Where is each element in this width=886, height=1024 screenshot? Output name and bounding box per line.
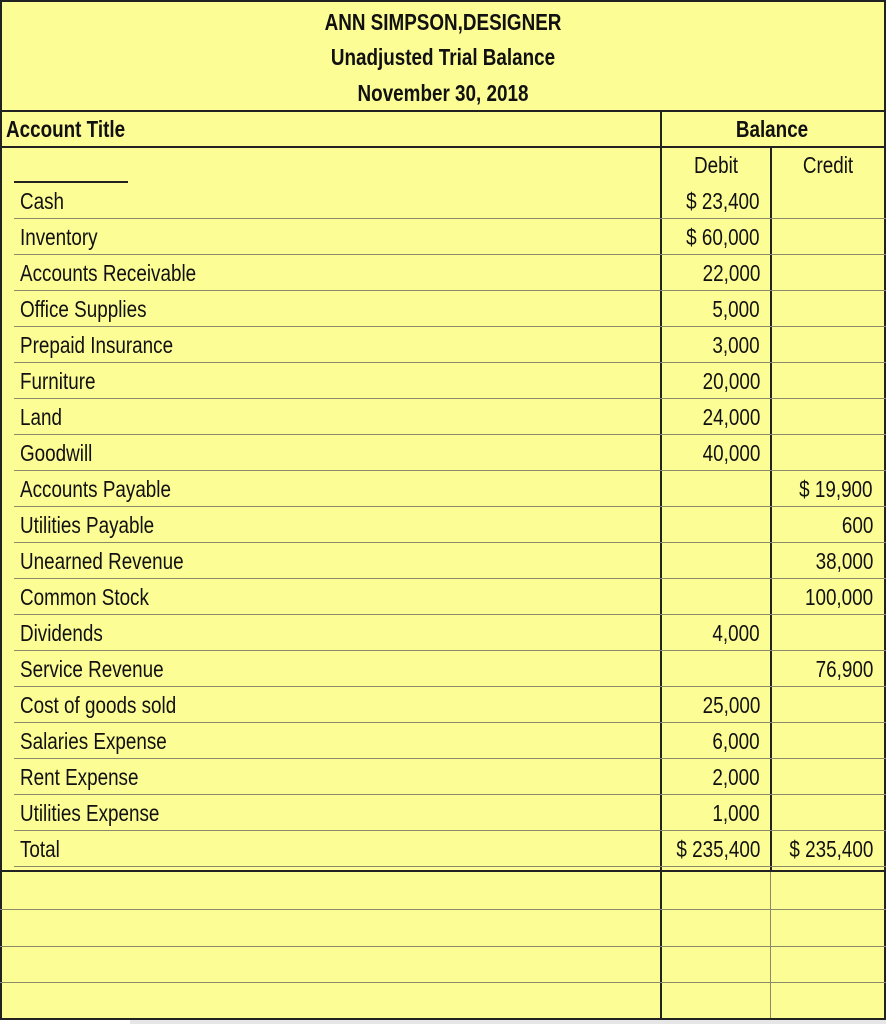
account-name: Utilities Expense: [20, 800, 160, 826]
empty-row-divider: [0, 946, 886, 947]
debit-amount: $ 235,400: [676, 836, 760, 862]
account-name: Land: [20, 404, 62, 430]
account-name: Furniture: [20, 368, 96, 394]
account-name: Salaries Expense: [20, 728, 167, 754]
company-name: ANN SIMPSON,DESIGNER: [324, 9, 562, 35]
debit-credit-separator-lower: [770, 872, 771, 1018]
account-name: Rent Expense: [20, 764, 139, 790]
debit-amount: 5,000: [712, 296, 760, 322]
account-name: Cost of goods sold: [20, 692, 177, 718]
debit-amount: 25,000: [702, 692, 760, 718]
debit-amount: 2,000: [712, 764, 760, 790]
debit-amount: $ 60,000: [686, 224, 760, 250]
frame-left: [0, 0, 2, 1020]
account-name: Unearned Revenue: [20, 548, 184, 574]
account-name: Total: [20, 836, 60, 862]
debit-amount: 4,000: [712, 620, 760, 646]
credit-amount: 600: [841, 512, 873, 538]
report-title: Unadjusted Trial Balance: [330, 44, 556, 70]
account-name: Accounts Receivable: [20, 260, 197, 286]
debit-amount: 24,000: [702, 404, 760, 430]
debit-column-left-border: [660, 110, 662, 1020]
debit-amount: 40,000: [702, 440, 760, 466]
debit-amount: 1,000: [712, 800, 760, 826]
credit-header: Credit: [802, 152, 854, 178]
account-name: Prepaid Insurance: [20, 332, 174, 358]
credit-amount: $ 235,400: [789, 836, 873, 862]
credit-amount: 100,000: [804, 584, 873, 610]
debit-amount: $ 23,400: [686, 188, 760, 214]
bottom-shadow: [130, 1020, 886, 1024]
debit-header: Debit: [693, 152, 739, 178]
debit-amount: 20,000: [702, 368, 760, 394]
account-name: Service Revenue: [20, 656, 164, 682]
account-name: Utilities Payable: [20, 512, 155, 538]
empty-row-divider: [0, 909, 886, 910]
balance-header: Balance: [735, 116, 809, 142]
debit-amount: 6,000: [712, 728, 760, 754]
credit-amount: 76,900: [815, 656, 873, 682]
debit-amount: 22,000: [702, 260, 760, 286]
account-name: Cash: [20, 188, 65, 214]
account-name: Office Supplies: [20, 296, 147, 322]
account-name: Common Stock: [20, 584, 149, 610]
account-name: Inventory: [20, 224, 98, 250]
credit-amount: 38,000: [815, 548, 873, 574]
account-name: Goodwill: [20, 440, 93, 466]
debit-amount: 3,000: [712, 332, 760, 358]
empty-row-divider: [0, 982, 886, 983]
account-title-header: Account Title: [6, 116, 126, 142]
frame-top: [0, 0, 886, 2]
account-name: Dividends: [20, 620, 103, 646]
total-double-rule: [0, 870, 886, 872]
account-name: Accounts Payable: [20, 476, 171, 502]
report-date: November 30, 2018: [357, 80, 529, 106]
credit-amount: $ 19,900: [799, 476, 873, 502]
